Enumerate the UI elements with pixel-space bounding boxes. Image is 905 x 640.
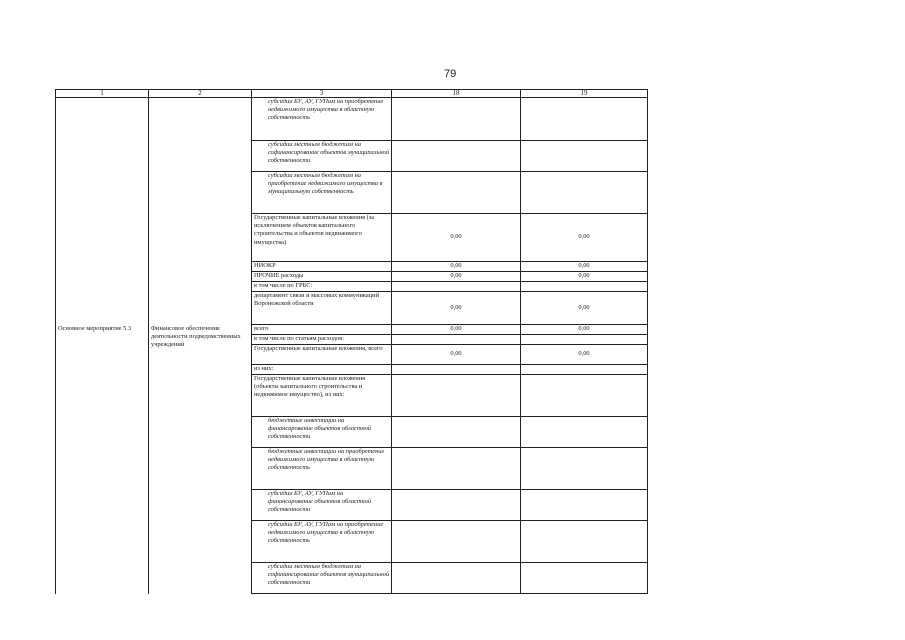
- header-cell: 1: [56, 90, 149, 98]
- value-cell-19: 0,00: [521, 262, 648, 272]
- row-group-code-cell: Основное мероприятие 5.3: [56, 325, 149, 594]
- value-cell-19: 0,00: [521, 292, 648, 325]
- value-cell-18: 0,00: [392, 272, 521, 282]
- budget-table: [55, 89, 648, 594]
- row-group-name-cell: Финансовое обеспечение деятельности подведомственных учреждений: [149, 325, 252, 594]
- expense-label-cell: субсидии БУ, АУ, ГУПам на финансирование объектов областной собственности: [252, 490, 392, 521]
- row-group-name-cell: [149, 98, 252, 325]
- value-cell-19: [521, 172, 648, 214]
- value-cell-19: [521, 417, 648, 448]
- value-cell-19: [521, 335, 648, 345]
- header-row: [56, 90, 648, 98]
- value-cell-19: [521, 141, 648, 172]
- value-cell-18: [392, 417, 521, 448]
- value-cell-19: [521, 490, 648, 521]
- value-cell-18: [392, 335, 521, 345]
- value-cell-18: [392, 282, 521, 292]
- value-cell-18: [392, 448, 521, 490]
- value-cell-19: 0,00: [521, 325, 648, 335]
- value-cell-18: [392, 365, 521, 375]
- value-cell-18: [392, 375, 521, 417]
- value-cell-19: [521, 563, 648, 594]
- expense-label-cell: в том числе по ГРБС:: [252, 282, 392, 292]
- expense-label-cell: бюджетные инвестиции на финансирование объектов областной собственности: [252, 417, 392, 448]
- value-cell-19: [521, 98, 648, 141]
- page-number: 79: [444, 68, 457, 80]
- header-cell: 3: [252, 90, 392, 98]
- value-cell-19: 0,00: [521, 272, 648, 282]
- value-cell-18: 0,00: [392, 262, 521, 272]
- value-cell-19: [521, 282, 648, 292]
- expense-label-cell: Государственные капитальные вложения (объекты капитального строительства и недвижимое имущество), из них:: [252, 375, 392, 417]
- value-cell-19: [521, 448, 648, 490]
- value-cell-18: [392, 172, 521, 214]
- expense-label-cell: субсидии местным бюджетам на софинансирование объектов муниципальной собственности: [252, 141, 392, 172]
- expense-label-cell: всего: [252, 325, 392, 335]
- value-cell-18: [392, 563, 521, 594]
- value-cell-19: [521, 521, 648, 563]
- row-group-code-cell: [56, 98, 149, 325]
- expense-label-cell: субсидии БУ, АУ, ГУПам на приобретение недвижимого имущества в областную собственность: [252, 98, 392, 141]
- expense-label-cell: субсидии местным бюджетам на софинансирование объектов муниципальной собственности: [252, 563, 392, 594]
- expense-label-cell: департамент связи и массовых коммуникаций Воронежской области: [252, 292, 392, 325]
- header-cell: 2: [149, 90, 252, 98]
- expense-label-cell: из них:: [252, 365, 392, 375]
- value-cell-18: 0,00: [392, 345, 521, 365]
- expense-label-cell: НИОКР: [252, 262, 392, 272]
- expense-label-cell: в том числе по статьям расходов:: [252, 335, 392, 345]
- header-cell: 19: [521, 90, 648, 98]
- table-row: [56, 325, 648, 335]
- value-cell-18: 0,00: [392, 325, 521, 335]
- expense-label-cell: ПРОЧИЕ расходы: [252, 272, 392, 282]
- value-cell-18: [392, 141, 521, 172]
- value-cell-19: [521, 365, 648, 375]
- value-cell-18: 0,00: [392, 292, 521, 325]
- value-cell-19: 0,00: [521, 214, 648, 262]
- value-cell-18: [392, 521, 521, 563]
- table-row: [56, 98, 648, 141]
- expense-label-cell: бюджетные инвестиции на приобретение недвижимого имущества в областную собственность: [252, 448, 392, 490]
- value-cell-18: [392, 490, 521, 521]
- value-cell-18: 0,00: [392, 214, 521, 262]
- expense-label-cell: Государственные капитальные вложения, всего: [252, 345, 392, 365]
- value-cell-19: [521, 375, 648, 417]
- expense-label-cell: субсидии БУ, АУ, ГУПам на приобретение недвижимого имущества в областную собственность: [252, 521, 392, 563]
- expense-label-cell: Государственные капитальные вложения (за исключением объектов капитального строительства и объектов недвижимого имущества): [252, 214, 392, 262]
- header-cell: 18: [392, 90, 521, 98]
- value-cell-19: 0,00: [521, 345, 648, 365]
- value-cell-18: [392, 98, 521, 141]
- expense-label-cell: субсидии местным бюджетам на приобретение недвижимого имущества в муниципальную собственность: [252, 172, 392, 214]
